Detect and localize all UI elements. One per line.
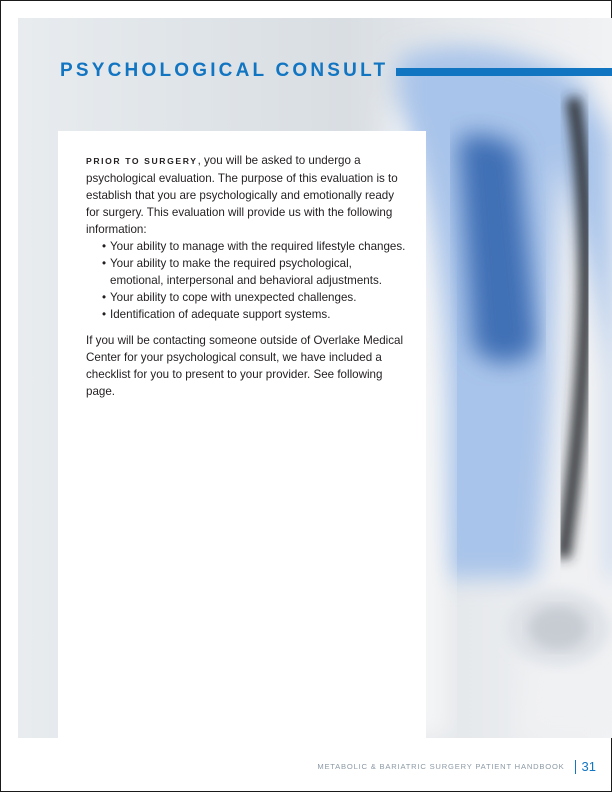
intro-paragraph — [86, 152, 406, 238]
list-item: • Identification of adequate support systems. — [86, 306, 406, 323]
lead-in-text: PRIOR TO SURGERY — [86, 156, 198, 166]
closing-paragraph: If you will be contacting someone outside of Overlake Medical Center for your psychological consult, we have included a checklist for you to present to your provider. See following page. — [86, 334, 404, 398]
list-item: • Your ability to cope with unexpected challenges. — [86, 289, 406, 306]
title-accent-bar — [396, 68, 612, 76]
list-item: • Your ability to make the required psychological, emotional, interpersonal and behavioral adjustments. — [86, 255, 406, 289]
footer-divider — [575, 760, 576, 774]
list-item: • Your ability to manage with the required lifestyle changes. — [86, 238, 406, 255]
page-number: 31 — [581, 759, 596, 774]
requirements-list — [86, 238, 406, 323]
page-title: PSYCHOLOGICAL CONSULT — [60, 60, 389, 81]
content-body — [86, 152, 406, 400]
intro-text: , you will be asked to undergo a psychological evaluation. The purpose of this evaluation is to establish that you are psychologically and emotionally ready for surgery. This evaluation will provide us with the following information: — [86, 154, 398, 236]
page-footer — [317, 759, 596, 774]
handbook-title: METABOLIC & BARIATRIC SURGERY PATIENT HANDBOOK — [317, 762, 565, 771]
